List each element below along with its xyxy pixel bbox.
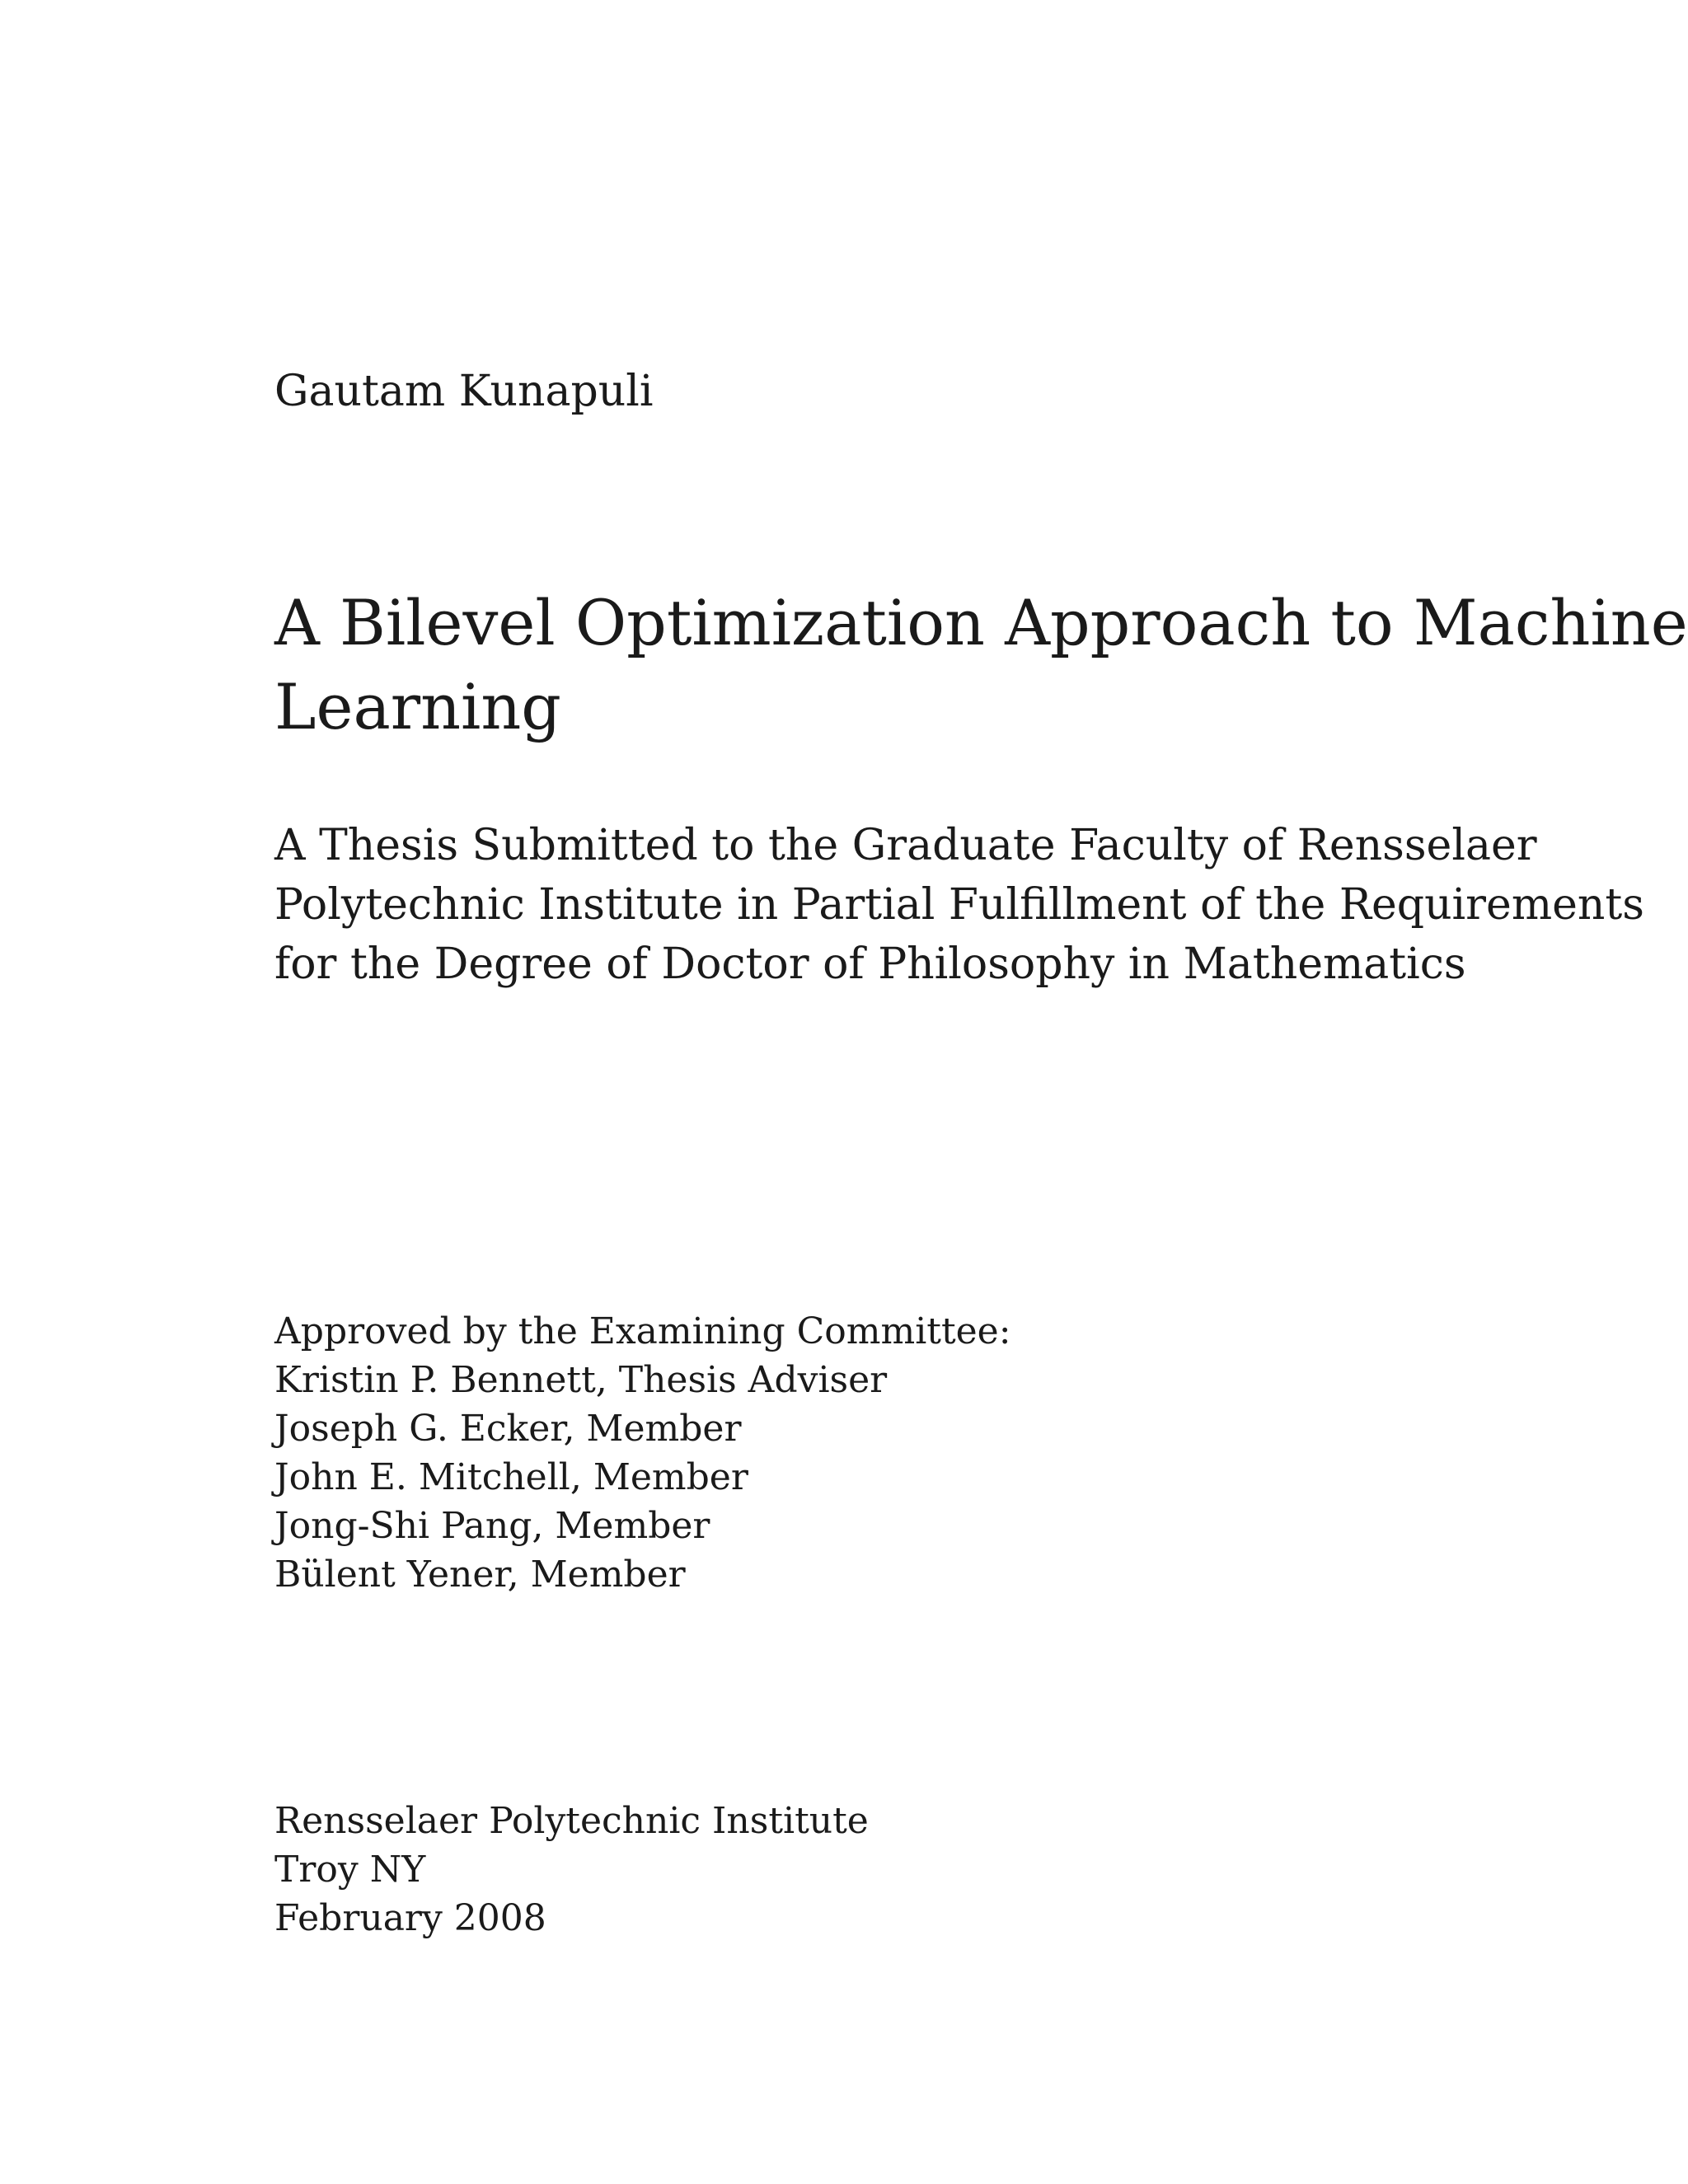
committee-member: Bülent Yener, Member — [274, 1554, 686, 1596]
examining-committee — [274, 1307, 1527, 1599]
committee-heading: Approved by the Examining Committee: — [274, 1310, 1011, 1352]
thesis-subtitle-line: A Thesis Submitted to the Graduate Faculty of Rensselaer — [274, 821, 1537, 870]
committee-member: Jong-Shi Pang, Member — [274, 1505, 710, 1547]
thesis-subtitle-line: Polytechnic Institute in Partial Fulfillment of the Requirements — [274, 880, 1644, 930]
thesis-subtitle — [274, 816, 1644, 994]
committee-member: Kristin P. Bennett, Thesis Adviser — [274, 1359, 888, 1401]
committee-member: Joseph G. Ecker, Member — [274, 1408, 742, 1450]
committee-member: John E. Mitchell, Member — [274, 1456, 748, 1498]
institution-location: Troy NY — [274, 1849, 426, 1891]
institution-name: Rensselaer Polytechnic Institute — [274, 1800, 869, 1842]
thesis-title-line: Learning — [274, 670, 561, 743]
institution-block — [274, 1797, 1527, 1943]
author-name: Gautam Kunapuli — [274, 367, 654, 416]
submission-date: February 2008 — [274, 1897, 546, 1939]
thesis-title-line: A Bilevel Optimization Approach to Machine — [274, 586, 1688, 659]
thesis-title — [274, 581, 1688, 749]
thesis-subtitle-line: for the Degree of Doctor of Philosophy in Mathematics — [274, 940, 1466, 989]
